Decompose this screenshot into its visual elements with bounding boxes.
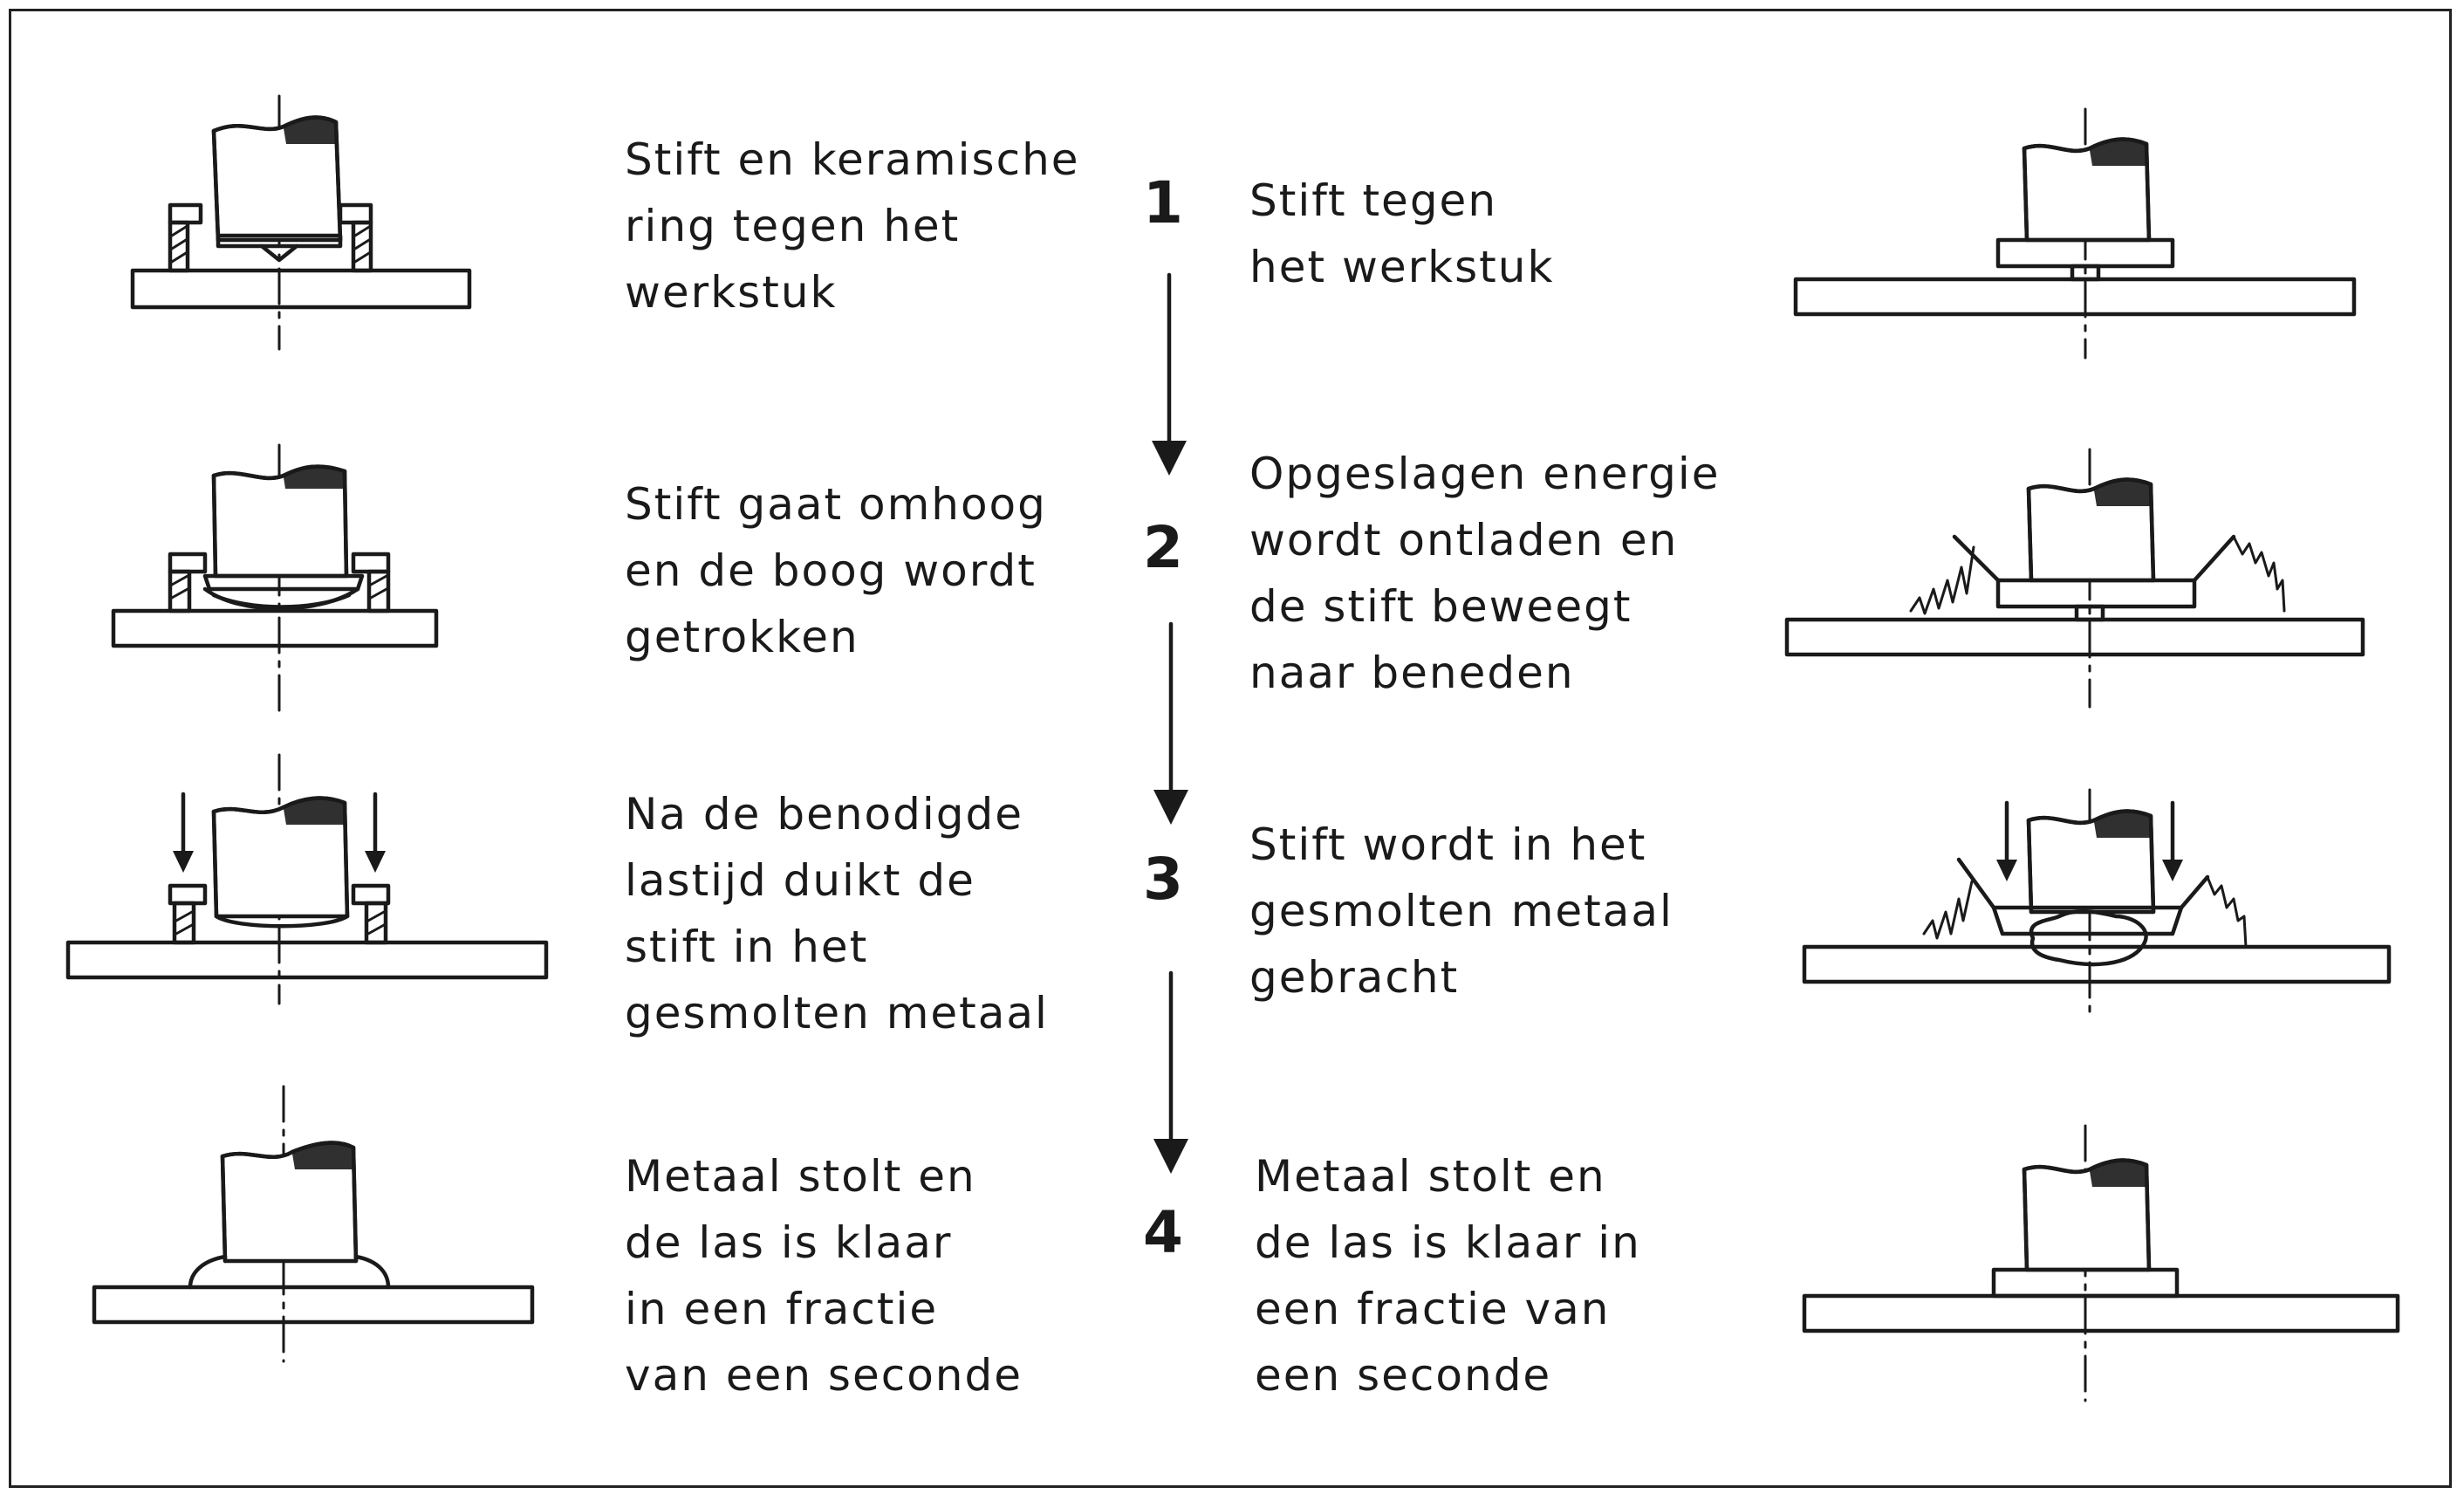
stud-welded-flange-sketch [1797,1126,2408,1405]
stud-plunge-molten-sketch [1797,790,2399,1017]
step-number-4: 4 [1143,1199,1183,1266]
right-text-step-3: Stift wordt in het gesmolten metaal gebracht [1249,819,1673,1003]
left-text-step-2: Stift gaat omhoog en de boog wordt getrokken [625,479,1047,662]
stud-plunge-sketch [61,755,558,1008]
step-number-1: 1 [1143,169,1183,236]
left-text-step-3: Na de benodigde lastijd duikt de stift in het gesmolten metaal [625,789,1049,1038]
step-number-3: 3 [1143,846,1183,913]
stud-welded-fillet-sketch [87,1086,550,1366]
step-number-2: 2 [1143,514,1183,581]
stud-arc-drawn-sketch [109,445,458,716]
right-text-step-4: Metaal stolt en de las is klaar in een fractie van een seconde [1255,1151,1641,1401]
stud-ceramic-ferrule-sketch [122,96,489,358]
stud-tip-contact-sketch [1789,109,2365,362]
left-text-step-4: Metaal stolt en de las is klaar in een fractie van een seconde [625,1151,1023,1401]
flow-arrow-2-3 [1153,620,1188,829]
stud-capacitor-discharge-sketch [1780,449,2373,711]
left-text-step-1: Stift en keramische ring tegen het werkstuk [625,134,1080,318]
right-text-step-1: Stift tegen het werkstuk [1249,175,1555,292]
right-text-step-2: Opgeslagen energie wordt ontladen en de stift beweegt naar beneden [1249,449,1721,698]
flow-arrow-1-2 [1152,271,1187,480]
flow-arrow-3-4 [1153,969,1188,1178]
